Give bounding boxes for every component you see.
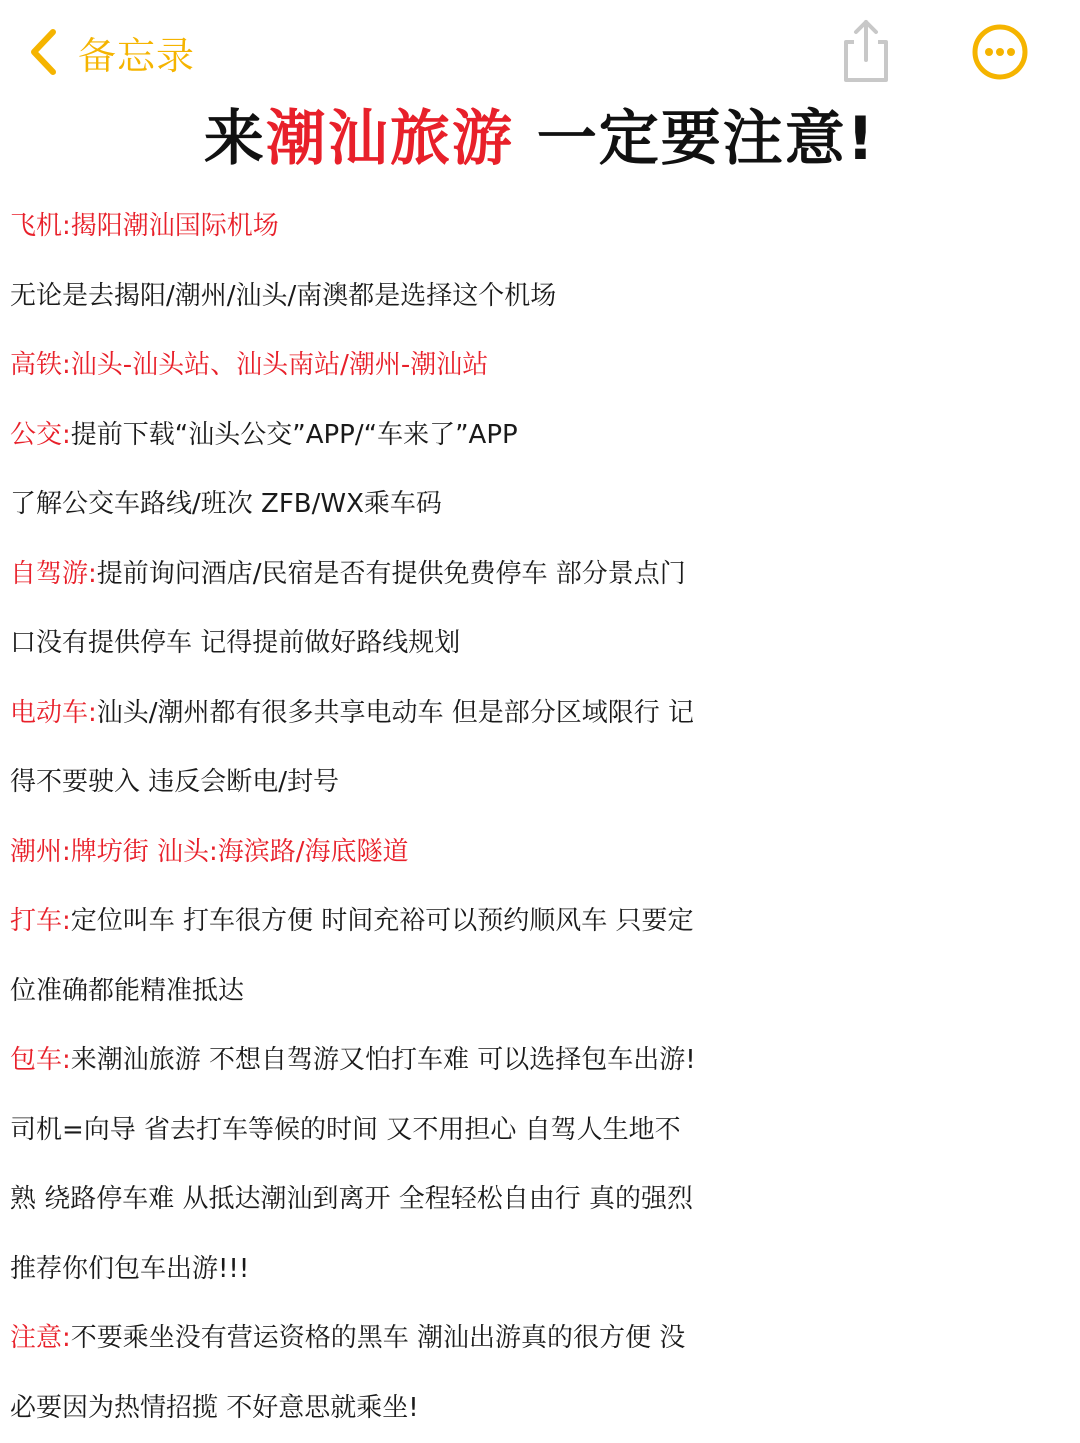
note-line [10, 540, 1072, 610]
note-line-text: 推荐你们包车出游!!! [10, 1254, 249, 1284]
note-line [10, 957, 1072, 1027]
nav-bar [0, 0, 1080, 92]
note-line-text: 提前下载“汕头公交”APP/“车来了”APP [71, 420, 518, 450]
note-line-text: 司机=向导 省去打车等候的时间 又不用担心 自驾人生地不 [10, 1115, 681, 1145]
note-line [10, 331, 1072, 401]
note-line [10, 1096, 1072, 1166]
note-line [10, 679, 1072, 749]
note-line-text: 了解公交车路线/班次 ZFB/WX乘车码 [10, 489, 442, 519]
title-suffix: 一定要注意! [514, 104, 876, 174]
note-line-label: 潮州:牌坊街 汕头:海滨路/海底隧道 [10, 837, 409, 867]
note-line [10, 748, 1072, 818]
note-line [10, 470, 1072, 540]
chevron-left-icon [28, 27, 58, 77]
note-line-text: 不要乘坐没有营运资格的黑车 潮汕出游真的很方便 没 [71, 1323, 686, 1353]
note-line [10, 1026, 1072, 1096]
note-line-text: 定位叫车 打车很方便 时间充裕可以预约顺风车 只要定 [71, 906, 694, 936]
note-line [10, 1304, 1072, 1374]
share-button[interactable] [836, 14, 896, 86]
back-button[interactable] [28, 24, 195, 80]
note-line-text: 口没有提供停车 记得提前做好路线规划 [10, 628, 460, 658]
note-line-text: 汕头/潮州都有很多共享电动车 但是部分区域限行 记 [97, 698, 694, 728]
more-button[interactable] [970, 22, 1030, 82]
note-line [10, 262, 1072, 332]
note-line [10, 1165, 1072, 1235]
note-line-label: 自驾游: [10, 559, 97, 589]
note-line-text: 来潮汕旅游 不想自驾游又怕打车难 可以选择包车出游! [71, 1045, 696, 1075]
note-line-label: 飞机:揭阳潮汕国际机场 [10, 211, 279, 241]
note-line [10, 818, 1072, 888]
title-highlight: 潮汕旅游 [266, 104, 514, 174]
note-line-label: 包车: [10, 1045, 71, 1075]
note-line-label: 公交: [10, 420, 71, 450]
note-line-text: 熟 绕路停车难 从抵达潮汕到离开 全程轻松自由行 真的强烈 [10, 1184, 693, 1214]
note-line-label: 电动车: [10, 698, 97, 728]
title-prefix: 来 [204, 104, 266, 174]
note-line-label: 打车: [10, 906, 71, 936]
note-line-text: 无论是去揭阳/潮州/汕头/南澳都是选择这个机场 [10, 281, 556, 311]
note-line [10, 401, 1072, 471]
note-line-label: 注意: [10, 1323, 71, 1353]
back-label: 备忘录 [78, 25, 195, 80]
note-line-text: 得不要驶入 违反会断电/封号 [10, 767, 339, 797]
note-line-label: 高铁:汕头-汕头站、汕头南站/潮州-潮汕站 [10, 350, 488, 380]
note-line [10, 192, 1072, 262]
note-line-text: 必要因为热情招揽 不好意思就乘坐! [10, 1393, 419, 1423]
note-line [10, 609, 1072, 679]
note-line [10, 1374, 1072, 1443]
note-body[interactable] [10, 192, 1072, 1443]
note-line-text: 位准确都能精准抵达 [10, 976, 244, 1006]
note-line-text: 提前询问酒店/民宿是否有提供免费停车 部分景点门 [97, 559, 686, 589]
note-line [10, 887, 1072, 957]
page-title [0, 84, 1080, 194]
note-line [10, 1235, 1072, 1305]
